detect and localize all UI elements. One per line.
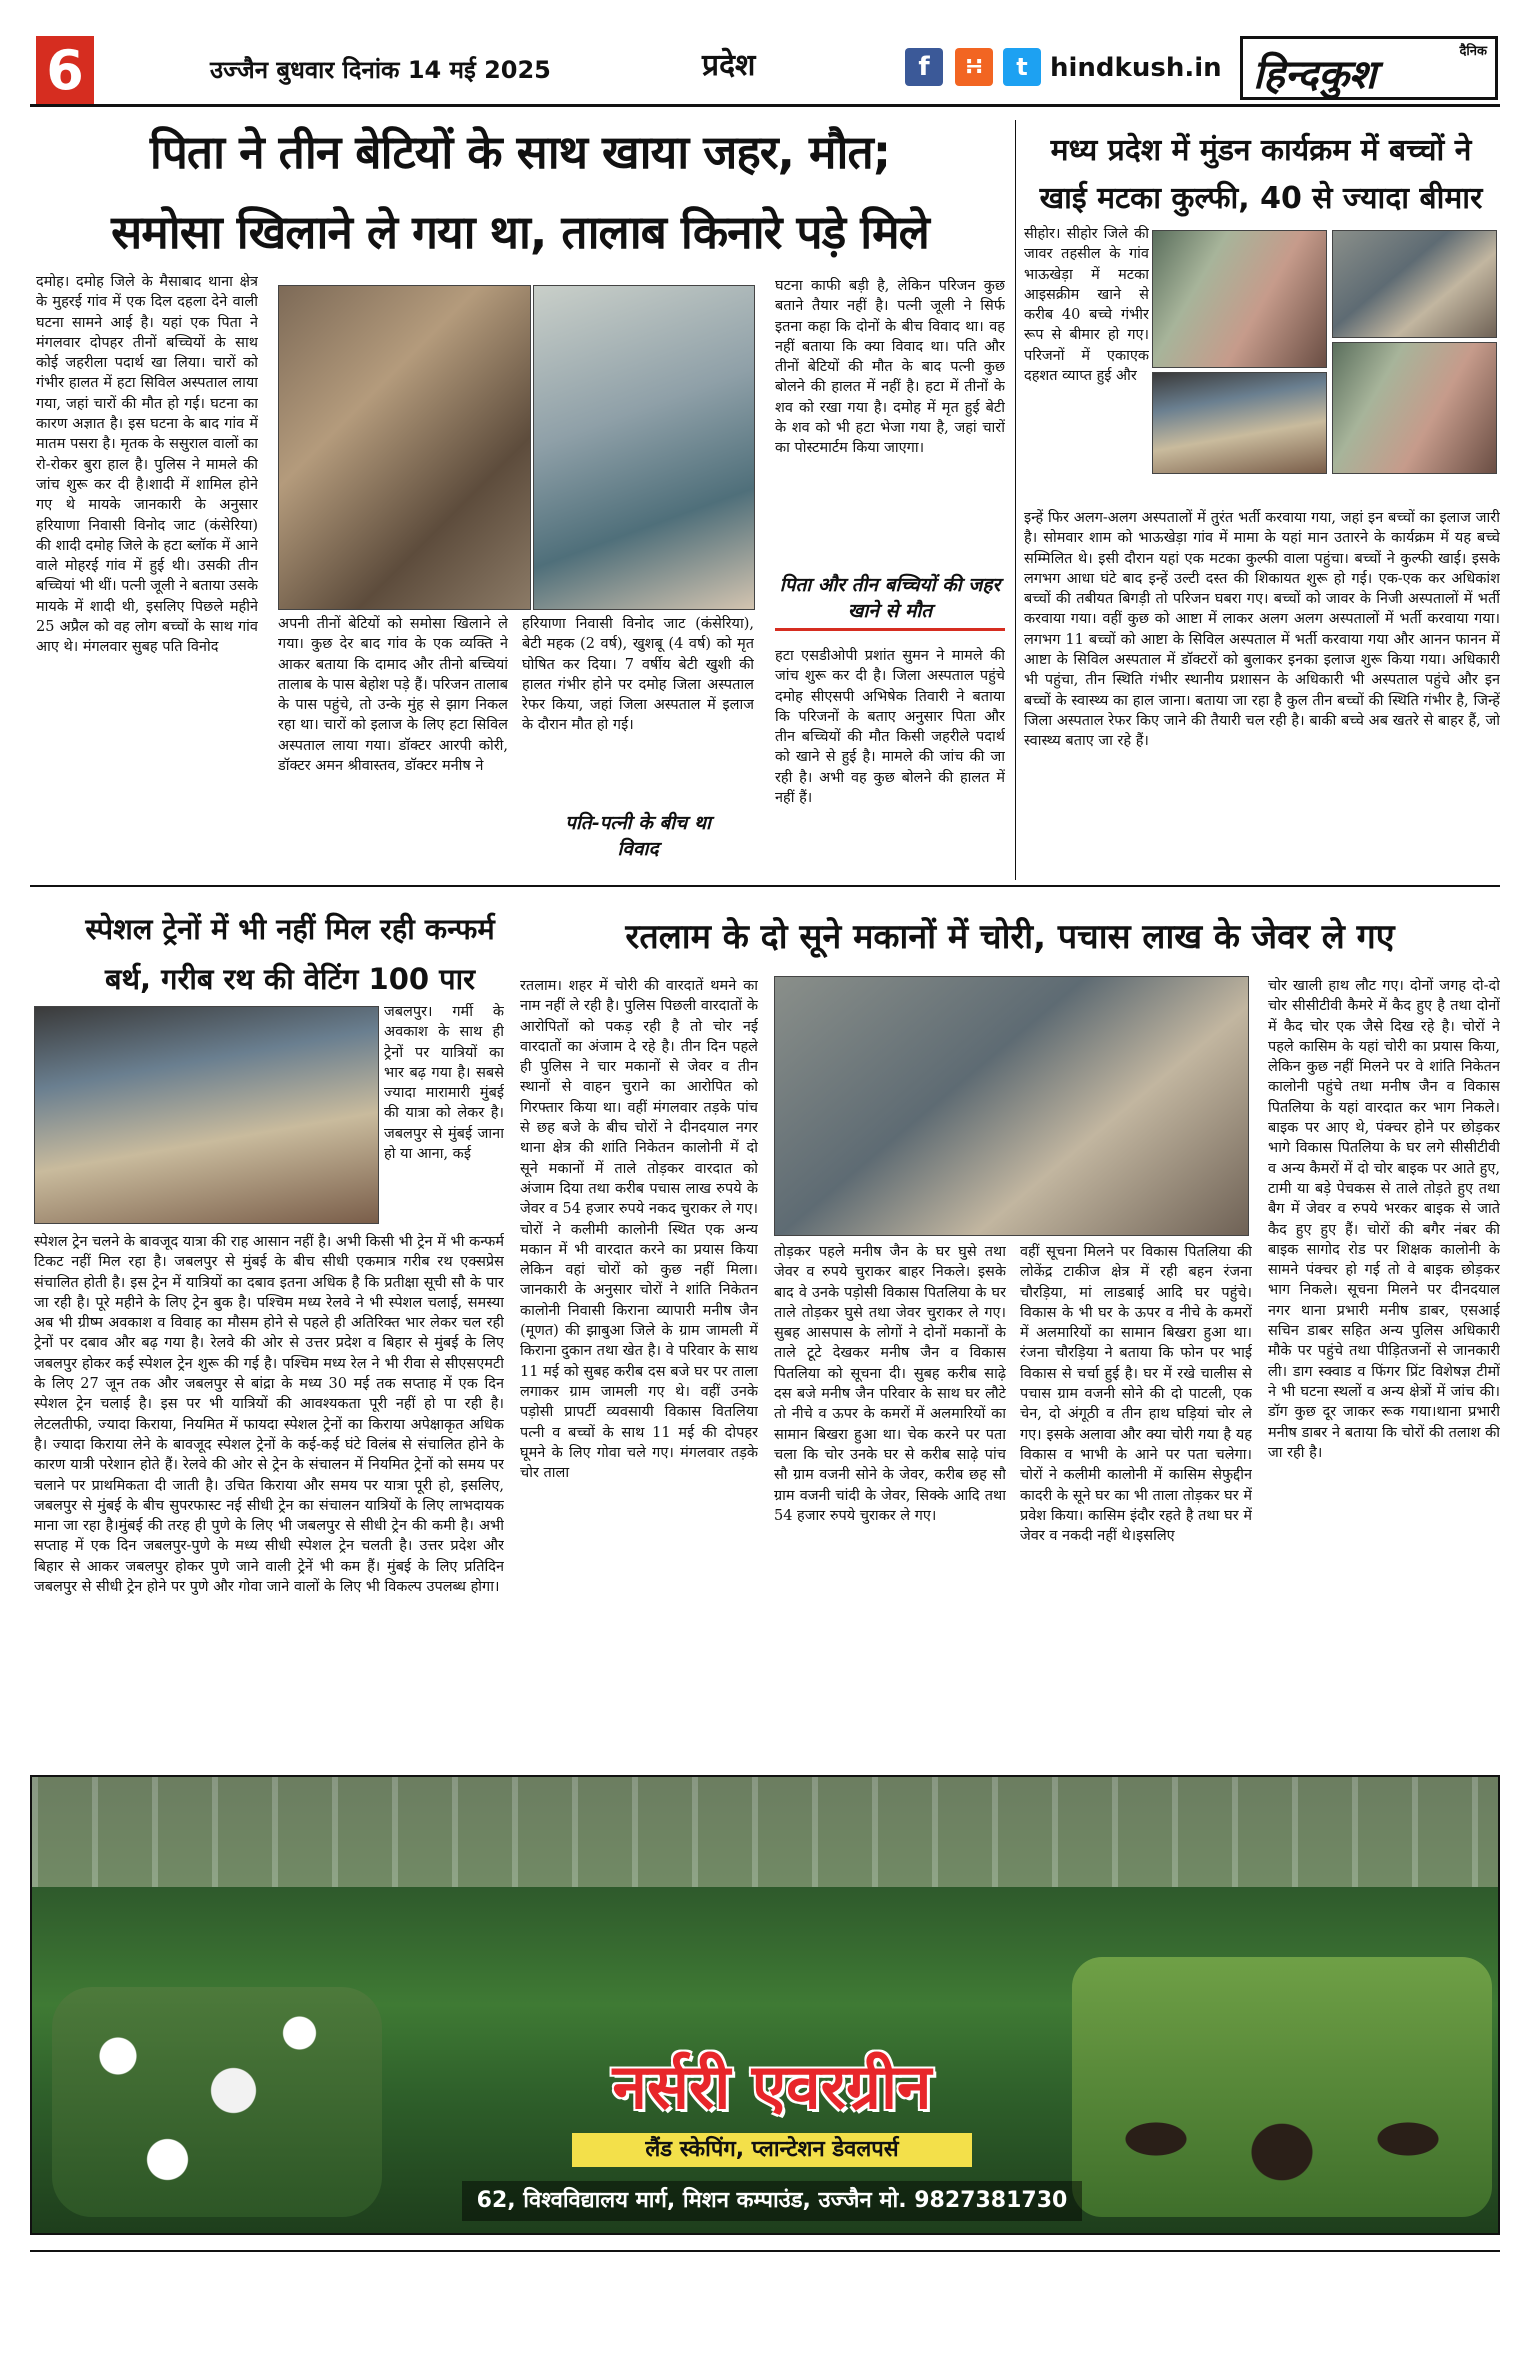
story2-body: इन्हें फिर अलग-अलग अस्पतालों में तुरंत भर्ती करवाया गया, जहां इन बच्चों का इलाज जारी है। सोमवार शाम को भाऊखेड़ा गांव में मामा के यहां मान उतारने के कार्यक्रम में यह बच्चे सम्मिलित थे। इसी दौरान यहां एक मटका कुल्फी वाला पहुंचा। बच्चों ने कुल्फी खाई। इसके लगभग आधा घंटे बाद इन्हें उल्टी दस्त की शिकायत शुरू हो गई। एक-एक कर अधिकांश बच्चों की तबीयत बिगड़ी तो परिजन घबरा गए। बच्चों को जावर के निजी अस्पतालों में भर्ती करवाया गया। वहीं कुछ को आष्टा में लाकर अलग अलग अस्पतालों में भर्ती करवाया गया। लगभग 11 बच्चों को आष्टा के सिविल अस्पताल में भर्ती करवाया गया और आनन फानन में आष्टा के सिविल अस्पताल में डॉक्टरों को बुलाकर इनका इलाज शुरू किया गया। अधिकारी भी पहुंचा, तीन स्थिति गंभीर स्थानीय प्रशासन के अधिकारी भी अस्पताल पहुंचे और इन बच्चों के स्वास्थ्य का हाल जाना। बताया जा रहा है कुल तीन बच्चों की स्थिति गंभीर है, जिन्हें जिला अस्पताल रेफर किए जाने की तैयारी चल रही है। बाकी बच्चे अब खतरे से बाहर हैं, जो स्वास्थ्य बताए जा रहे हैं। <box>1024 510 1500 750</box>
story1-pull-2: पति-पत्नी के बीच था विवाद <box>565 812 711 860</box>
facebook-icon[interactable]: f <box>905 48 943 86</box>
story4-col1: रतलाम। शहर में चोरी की वारदातें थमने का नाम नहीं ले रही है। पुलिस पिछली वारदातों के आरोपितों को पकड़ रही है तो चोर नई वारदातों का अंजाम दे रहे है। तीन दिन पहले ही पुलिस ने चार मकानों से जेवर व तीन स्थानों से वाहन चुराने का आरोपित को गिरफ्तार किया था। वहीं मंगलवार तड़के पांच से छह बजे के बीच चोरों ने दीनदयाल नगर थाना क्षेत्र की शांति निकेतन कालोनी में दो सूने मकानों में ताले तोड़कर वारदात को अंजाम दिया तथा करीब पचास लाख रुपये के जेवर व 54 हजार रुपये नकद चुराकर ले गए। चोरों ने कलीमी कालोनी स्थित एक अन्य मकान में भी वारदात करने का प्रयास किया लेकिन वहां चोरों को कुछ नहीं मिला। जानकारी के अनुसार चोरों ने शांति निकेतन कालोनी निवासी किराना व्यापारी मनीष जैन (मूणत) की झाबुआ जिले के ग्राम जामली में किराना दुकान तथा खेत है। वे परिवार के साथ 11 मई को सुबह करीब दस बजे घर पर ताला लगाकर ग्राम जामली गए थे। वहीं उनके पड़ोसी प्रापर्टी व्यवसायी विकास वितलिया पत्नी व बच्चों के साथ 11 मई की दोपहर घूमने के लिए गोवा चले गए। मंगलवार तड़के चोर ताला <box>520 978 758 1482</box>
ad-canopy <box>32 1777 1498 1887</box>
story1-col2: अपनी तीनों बेटियों को समोसा खिलाने ले गया। कुछ देर बाद गांव के एक व्यक्ति ने आकर बताया कि दामाद और तीनो बच्चियां तालाब के पास बेहोश पड़े हैं। परिजन तालाब के पास पहुंचे, तो उन्के मुंह से झाग निकल रहा था। चारों को इलाज के लिए हटा सिविल अस्पताल लाया गया। डॉक्टर आरपी कोरी, डॉक्टर अमन श्रीवास्तव, डॉक्टर मनीष ने <box>278 616 508 775</box>
story2-headline-1: मध्य प्रदेश में मुंडन कार्यक्रम में बच्चों ने <box>1050 133 1472 168</box>
story1-pull-1: पिता और तीन बच्चियों की जहर खाने से मौत <box>775 572 1005 631</box>
masthead-title: हिन्दकुश <box>1253 52 1377 98</box>
masthead-small: दैनिक <box>1459 44 1487 59</box>
story4-headline: रतलाम के दो सूने मकानों में चोरी, पचास लाख के जेवर ले गए <box>625 917 1395 957</box>
rss-icon[interactable]: ∺ <box>955 48 993 86</box>
story1-col1: दमोह। दमोह जिले के मैसाबाद थाना क्षेत्र के मुहरई गांव में एक दिल दहला देने वाली घटना सामने आई है। यहां एक पिता ने मंगलवार दोपहर तीनों बच्चियों के साथ कोई जहरीला पदार्थ खा लिया। चारों को गंभीर हालत में हटा सिविल अस्पताल लाया गया, जहां चारों की मौत हो गई। घटना का कारण अज्ञात है। इस घटना के बाद गांव में मातम पसरा है। मृतक के ससुराल वालों का रो-रोकर बुरा हाल है। पुलिस ने मामले की जांच शुरू कर दी है।शादी में शामिल होने गए थे मायके जानकारी के अनुसार हरियाणा निवासी विनोद जाट (कंसेरिया) की शादी दमोह जिले के हटा ब्लॉक में आने वाले मोहरई गांव में हुई थी। उसकी तीन बच्चियां भी थीं। पत्नी जूली ने बताया उसके मायके में शादी थी, इसलिए पिछले महीने 25 अप्रैल को वह लोग बच्चों के साथ गांव आए थे। मंगलवार सुबह पति विनोद <box>36 274 258 656</box>
story2-headline-2: खाई मटका कुल्फी, 40 से ज्यादा बीमार <box>1039 181 1483 216</box>
story3-headline-2: बर्थ, गरीब रथ की वेटिंग 100 पार <box>104 962 476 996</box>
story3-headline-1: स्पेशल ट्रेनों में भी नहीं मिल रही कन्फर्म <box>85 912 495 946</box>
story1-col4-top: घटना काफी बड़ी है, लेकिन परिजन कुछ बताने तैयार नहीं है। पत्नी जूली ने सिर्फ इतना कहा कि दोनों के बीच विवाद था। वह नहीं बताया कि क्या विवाद था। पति और तीनों बेटियों की मौत के बाद पत्नी कुछ बोलने की हालत में नहीं है। हटा में तीनों के शव को रखा गया है। दमोह में मृत हुई बेटी के शव को भी हटा भेजा गया है, जहां चारों का पोस्टमार्टम किया जाएगा। <box>775 278 1005 457</box>
page-number: 6 <box>36 36 94 106</box>
twitter-icon[interactable]: t <box>1003 48 1041 86</box>
section-rule <box>30 885 1500 887</box>
story2-photo-3 <box>1152 372 1327 474</box>
date-line: उज्जैन बुधवार दिनांक 14 मई 2025 <box>210 56 551 84</box>
section-name: प्रदेश <box>702 48 756 83</box>
story3-photo <box>34 1006 379 1224</box>
story2-lead: सीहोर। सीहोर जिले की जावर तहसील के गांव भाऊखेड़ा में मटका आइसक्रीम खाने से करीब 40 बच्चे गंभीर रूप से बीमार हो गए। परिजनों में एकाएक दहशत व्याप्त हुई और <box>1024 226 1149 385</box>
ad-address: 62, विश्वविद्यालय मार्ग, मिशन कम्पाउंड, उज्जैन मो. 9827381730 <box>462 2181 1082 2221</box>
story2-photo-4 <box>1332 342 1497 474</box>
footer-rule <box>30 2250 1500 2252</box>
website-link[interactable]: hindkush.in <box>1050 53 1222 83</box>
story2-photo-1 <box>1152 230 1327 368</box>
story2-photo-2 <box>1332 230 1497 338</box>
ad-flowers <box>52 1987 382 2217</box>
story1-photo-1 <box>278 285 531 610</box>
story3-body: स्पेशल ट्रेन चलने के बावजूद यात्रा की राह आसान नहीं है। अभी किसी भी ट्रेन में भी कन्फर्म टिकट नहीं मिल रहा है। जबलपुर से मुंबई के बीच सीधी एकमात्र गरीब रथ एक्सप्रेस संचालित होती है। इस ट्रेन में यात्रियों का दबाव इतना अधिक है कि प्रतीक्षा सूची सौ के पार जा रही है। पूरे महीने के लिए ट्रेन बुक है। पश्चिम मध्य रेलवे ने भी स्पेशल चलाई, समस्या अब भी ग्रीष्म अवकाश व विवाह का मौसम होने से पहले ही अतिरिक्त भार लेकर चल रही ट्रेनों पर दबाव और बढ़ गया है। रेलवे की ओर से उत्तर प्रदेश व बिहार से मुंबई के लिए जबलपुर होकर कई स्पेशल ट्रेन शुरू की गई है। पश्चिम मध्य रेल ने भी रीवा से सीएसएमटी के लिए 27 जून तक और जबलपुर से बांद्रा के मध्य 30 मई तक सप्ताह में एक दिन स्पेशल ट्रेन चलाई है। इस पर भी यात्रियों की आवश्यकता पूरी नहीं हो पा रही है। लेटलतीफी, ज्यादा किराया, नियमित में फायदा स्पेशल ट्रेनों का किराया अपेक्षाकृत अधिक है। ज्यादा किराया लेने के बावजूद स्पेशल ट्रेनों के कई-कई घंटे विलंब से संचालित होने के कारण यात्री परेशान होते हैं। रेलवे की ओर से ट्रेन के संचालन में नियमित ट्रेनों को समय पर चलाने पर प्राथमिकता दी जाती है। उचित किराया और समय पर यात्रा पूरी हो, इसलिए, जबलपुर से मुंबई के बीच सुपरफास्ट नई सीधी ट्रेन का संचालन यात्रियों के लिए लाभदायक माना जा रहा है।मुंबई की तरह ही पुणे के लिए भी जबलपुर से सीधी ट्रेन की कमी है। अभी सप्ताह में एक दिन जबलपुर-पुणे के मध्य सीधी स्पेशल ट्रेन चलती है। उत्तर प्रदेश और बिहार से आकर जबलपुर होकर पुणे जाने वाली ट्रेनें भी कम हैं। मुंबई के लिए प्रतिदिन जबलपुर से सीधी ट्रेन होने पर पुणे और गोवा जाने वालों के लिए भी विकल्प उपलब्ध होगा। <box>34 1234 504 1596</box>
story3-lead: जबलपुर। गर्मी के अवकाश के साथ ही ट्रेनों पर यात्रियों का भार बढ़ गया है। सबसे ज्यादा मारामारी मुंबई की यात्रा को लेकर है। जबलपुर से मुंबई जाना हो या आना, कई <box>384 1004 504 1163</box>
story1-photo-2 <box>533 285 755 610</box>
nursery-ad[interactable] <box>30 1775 1500 2235</box>
ad-subtitle: लैंड स्केपिंग, प्लान्टेशन डेवलपर्स <box>572 2133 972 2167</box>
column-divider <box>1015 120 1016 880</box>
masthead <box>1240 36 1498 100</box>
story4-col4: चोर खाली हाथ लौट गए। दोनों जगह दो-दो चोर सीसीटीवी कैमरे में कैद हुए है तथा दोनों में कैद चोर एक जैसे दिख रहे है। चोरों ने पहले कासिम के यहां चोरी का प्रयास किया, लेकिन कुछ नहीं मिलने पर वे शांति निकेतन कालोनी पहुंचे तथा मनीष जैन व विकास पितलिया के यहां वारदात कर भाग निकले। बाइक पर आए थे, पंक्चर होने पर छोड़कर भागे विकास पितलिया के घर लगे सीसीटीवी व अन्य कैमरों में दो चोर बाइक पर आते हुए, टामी या बड़े पेचकस से ताले तोड़ते हुए तथा बैग में जेवर व रुपये भरकर बाइक से जाते कैद हुए हुए हैं। चोरों की बगैर नंबर की बाइक सागोद रोड पर शिक्षक कालोनी के सामने पंक्चर हो गई तो वे बाइक छोड़कर भाग निकले। सूचना मिलने पर दीनदयाल नगर थाना प्रभारी मनीष डाबर, एसआई सचिन डाबर सहित अन्य पुलिस अधिकारी मौके पर पहुंचे तथा पीड़ितजनों से जानकारी ली। डाग स्क्वाड व फिंगर प्रिंट विशेषज्ञ टीमों ने भी घटना स्थलों व अन्य क्षेत्रों में जांच की। डॉग कुछ दूर जाकर रूक गया।थाना प्रभारी मनीष डाबर ने बताया कि चोरों की तलाश की जा रही है। <box>1268 978 1500 1461</box>
story1-col4-bottom: हटा एसडीओपी प्रशांत सुमन ने मामले की जांच शुरू कर दी है। जिला अस्पताल पहुंचे दमोह सीएसपी अभिषेक तिवारी ने बताया कि परिजनों के बताए अनुसार पिता और तीन बच्चियों की मौत किसी जहरीले पदार्थ को खाने से हुई है। मामले की जांच की जा रही है। अभी वह कुछ बोलने की हालत में नहीं हैं। <box>775 648 1005 807</box>
header-rule <box>30 104 1500 107</box>
story1-col3: हरियाणा निवासी विनोद जाट (कंसेरिया), बेटी महक (2 वर्ष), खुशबू (4 वर्ष) को मृत घोषित कर दिया। 7 वर्षीय बेटी खुशी की हालत गंभीर होने पर दमोह जिला अस्पताल रेफर किया, जहां जिला अस्पताल में इलाज के दौरान मौत हो गई। <box>522 616 754 734</box>
story4-col3: वहीं सूचना मिलने पर विकास पितलिया की लोकेंद्र टाकीज क्षेत्र में रही बहन रंजना चौरड़िया, मां लाडबाई आदि घर पहुंचे। विकास के भी घर के ऊपर व नीचे के कमरों में अलमारियों का सामान बिखरा हुआ था। रंजना चौरड़िया ने बताया कि फोन पर भाई विकास से चर्चा हुई है। घर में रखे चालीस से पचास ग्राम वजनी सोने की दो पाटली, एक चेन, दो अंगूठी व तीन हाथ घड़ियां चोर ले गए। इसके अलावा और क्या चोरी गया है यह विकास व भाभी के आने पर पता चलेगा। चोरों ने कलीमी कालोनी में कासिम सेफुद्दीन कादरी के सूने घर का भी ताला तोड़कर घर में प्रवेश किया। कासिम इंदौर रहते है तथा घर में जेवर व नकदी नहीं थे।इसलिए <box>1020 1244 1252 1545</box>
story1-headline-1: पिता ने तीन बेटियों के साथ खाया जहर, मौत; <box>149 125 891 179</box>
ad-plants <box>1072 1957 1492 2217</box>
story1-headline-2: समोसा खिलाने ले गया था, तालाब किनारे पड़े मिले <box>111 205 929 259</box>
story4-photo <box>774 976 1249 1236</box>
ad-title: नर्सरी एवरग्रीन <box>612 2050 932 2123</box>
story4-col2: तोड़कर पहले मनीष जैन के घर घुसे तथा जेवर व रुपये चुराकर बाहर निकले। इसके बाद वे उनके पड़ोसी विकास पितलिया के घर ताले तोड़कर घुसे तथा जेवर चुराकर ले गए। सुबह आसपास के लोगों ने दोनों मकानों के ताले टूटे देखकर मनीष जैन व विकास पितलिया को सूचना दी। सुबह करीब साढ़े दस बजे मनीष जैन परिवार के साथ घर लौटे तो नीचे व ऊपर के कमरों में अलमारियों का सामान बिखरा हुआ था। चेक करने पर पता चला कि चोर उनके घर से करीब साढ़े पांच सौ ग्राम वजनी सोने के जेवर, करीब छह सौ ग्राम वजनी चांदी के जेवर, सिक्के आदि तथा 54 हजार रुपये चुराकर ले गए। <box>774 1244 1006 1524</box>
